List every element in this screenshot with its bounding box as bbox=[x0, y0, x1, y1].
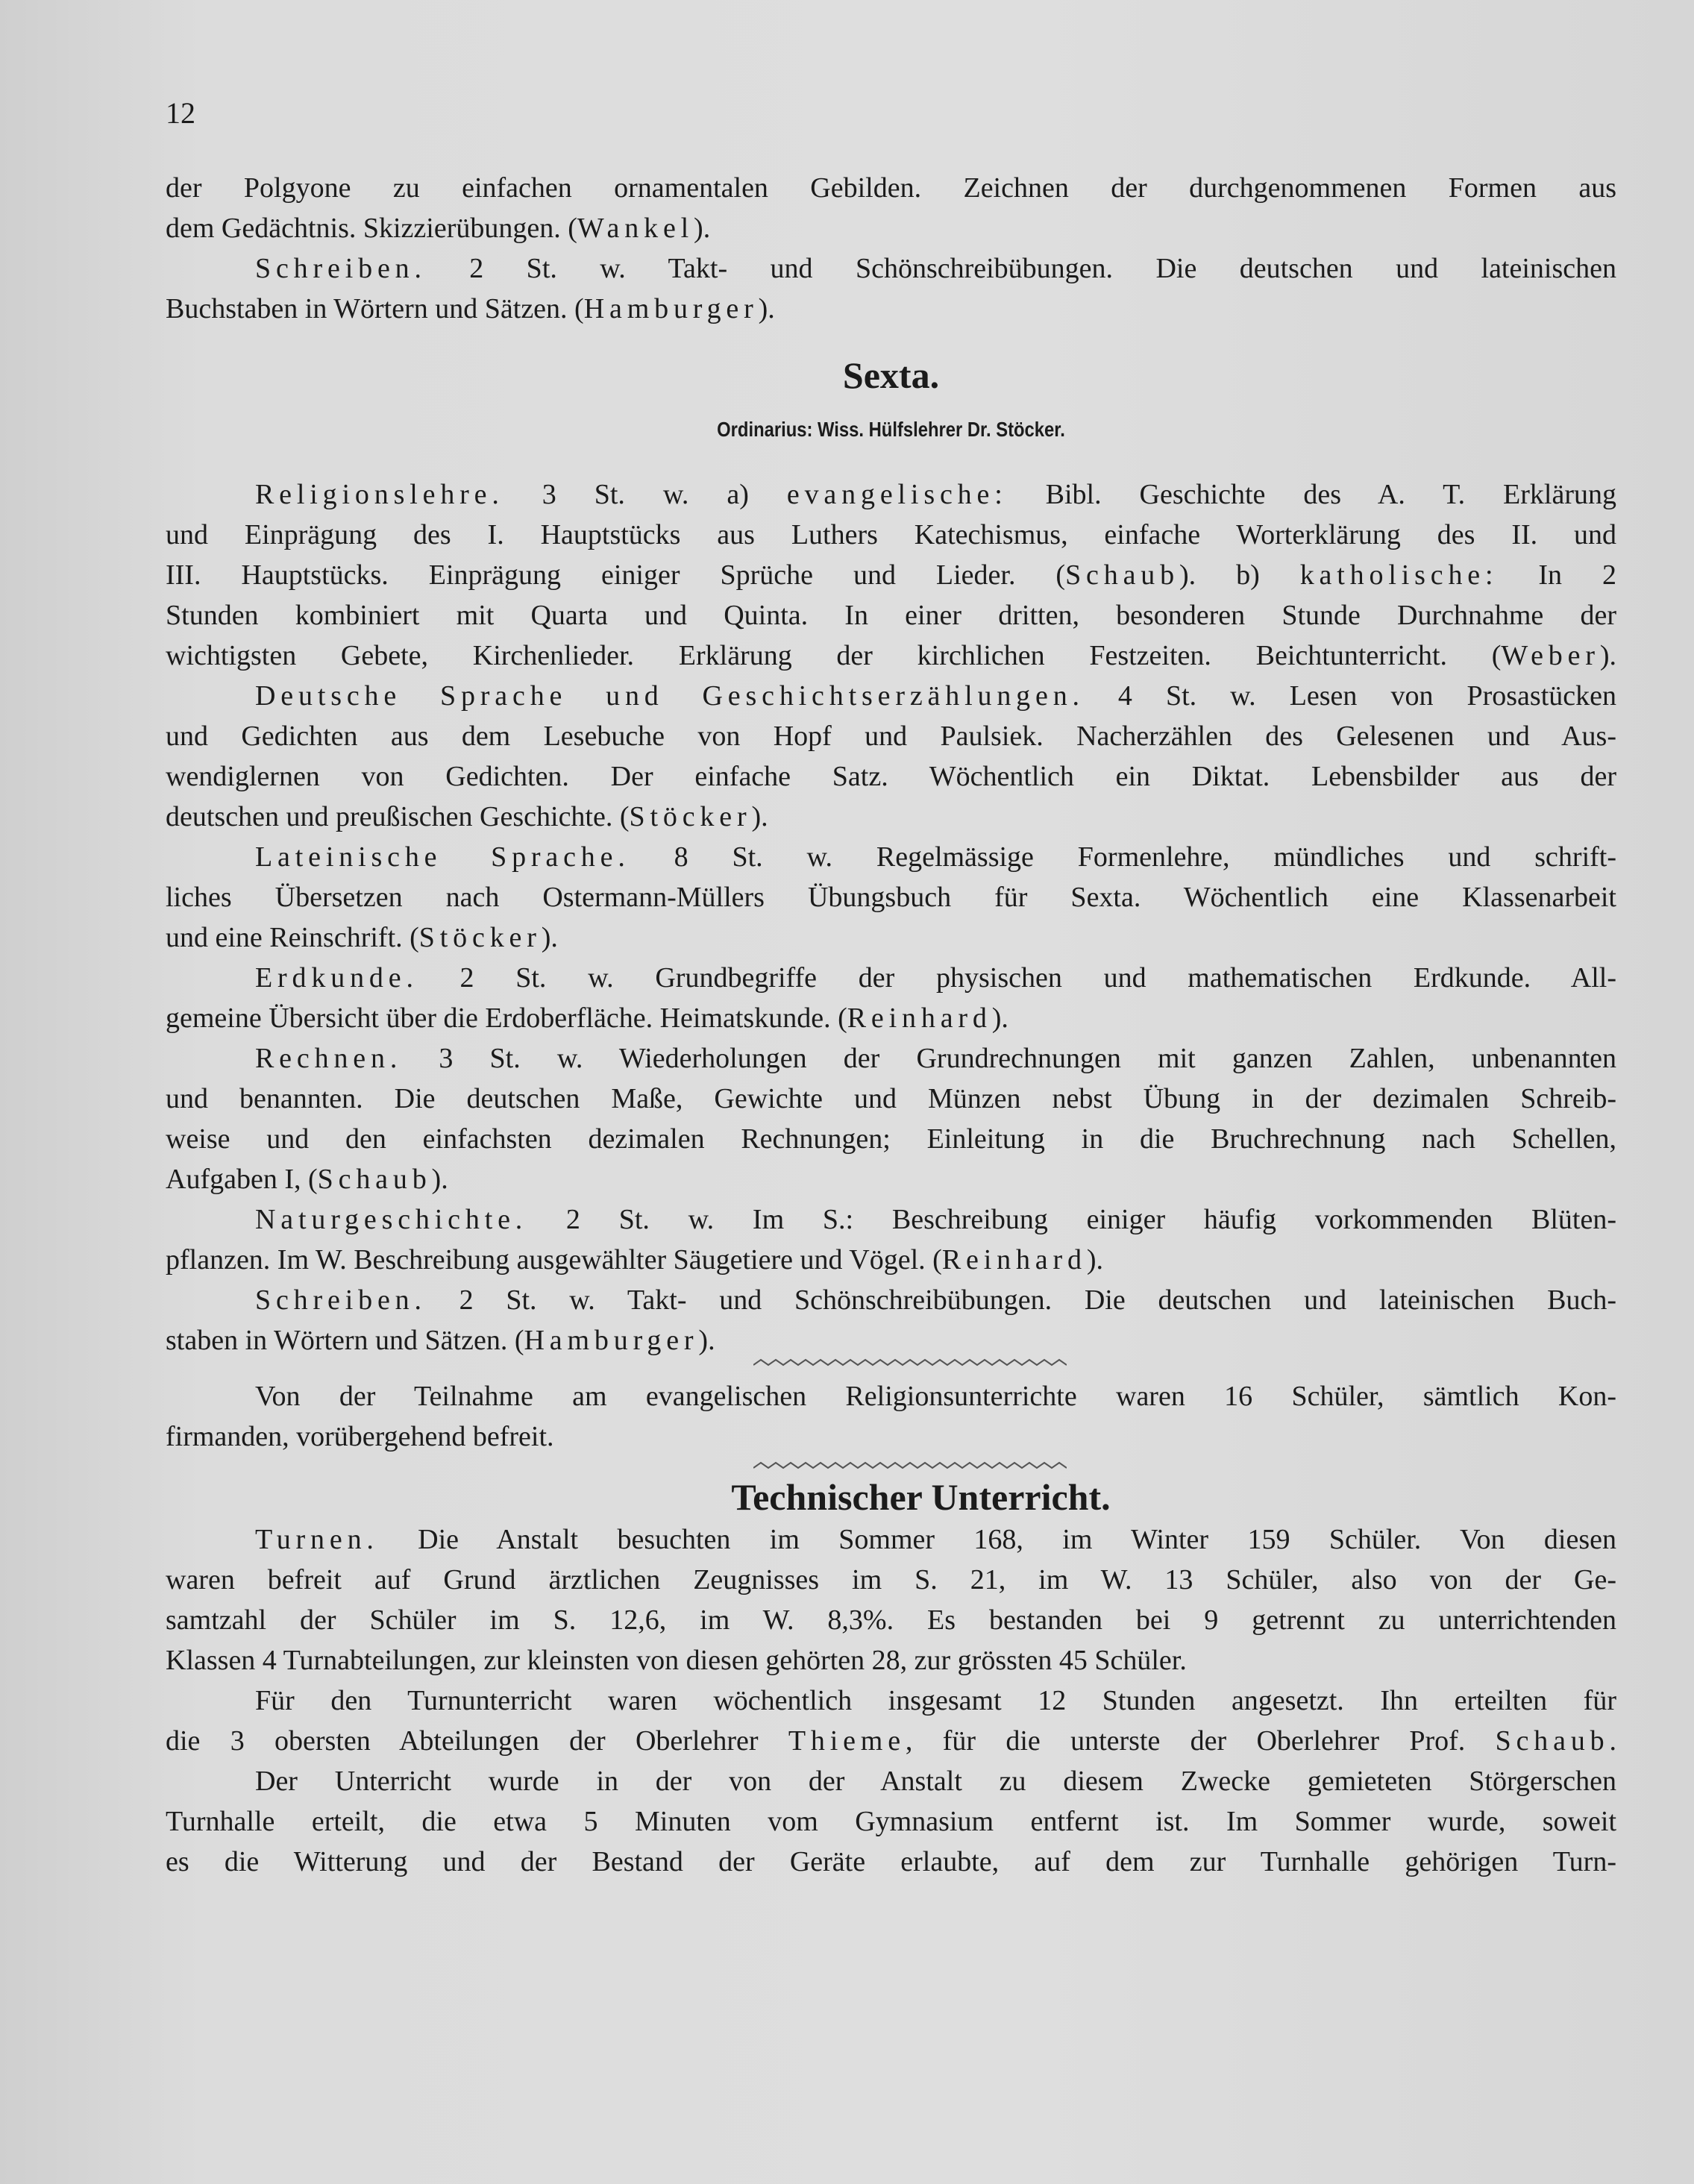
text-block bbox=[166, 168, 1616, 329]
spaced-emphasis: Religionslehre. bbox=[255, 479, 504, 510]
text-run: deutschen und preußischen Geschichte. ( bbox=[166, 801, 630, 832]
text-line bbox=[166, 1119, 1616, 1159]
spaced-emphasis: Hamburger bbox=[524, 1325, 699, 1356]
text-line bbox=[166, 797, 1616, 837]
spaced-emphasis: katholische: bbox=[1299, 559, 1499, 591]
spaced-emphasis: Rechnen. bbox=[255, 1043, 403, 1074]
text-run: Von der Teilnahme am evangelischen Religionsunterrichte waren 16 Schüler, sämtlich Kon- bbox=[255, 1381, 1616, 1412]
text-run: 2 St. w. Grundbegriffe der physischen und mathematischen Erdkunde. All- bbox=[418, 962, 1616, 994]
wavy-divider bbox=[753, 1460, 1067, 1471]
text-line bbox=[166, 168, 1616, 208]
text-run: ). bbox=[694, 213, 711, 244]
text-run: der Polgyone zu einfachen ornamentalen Gebilden. Zeichnen der durchgenommenen Formen aus bbox=[166, 172, 1616, 204]
text-run: 4 St. w. Lesen von Prosastücken bbox=[1084, 680, 1617, 712]
text-line bbox=[166, 998, 1616, 1038]
text-line bbox=[166, 1240, 1616, 1280]
text-run: und benannten. Die deutschen Maße, Gewichte und Münzen nebst Übung in der dezimalen Schreib- bbox=[166, 1083, 1616, 1114]
text-line bbox=[166, 837, 1616, 877]
text-line bbox=[166, 1199, 1616, 1240]
text-run: waren befreit auf Grund ärztlichen Zeugnisses im S. 21, im W. 13 Schüler, also von der Ge- bbox=[166, 1564, 1616, 1595]
text-run: 2 St. w. Takt- und Schönschreibübungen. Die deutschen und lateinischen Buch- bbox=[426, 1284, 1616, 1316]
text-line bbox=[166, 1159, 1616, 1199]
text-run: . bbox=[1609, 1725, 1616, 1757]
text-run: und Gedichten aus dem Lesebuche von Hopf und Paulsiek. Nacherzählen des Gelesenen und Aus- bbox=[166, 721, 1616, 752]
spaced-emphasis: Lateinische Sprache. bbox=[255, 841, 630, 873]
text-line bbox=[166, 958, 1616, 998]
text-run: es die Witterung und der Bestand der Geräte erlaubte, auf dem zur Turnhalle gehörigen Turn- bbox=[166, 1846, 1616, 1877]
spaced-emphasis: Erdkunde. bbox=[255, 962, 418, 994]
text-run: Turnhalle erteilt, die etwa 5 Minuten vom Gymnasium entfernt ist. Im Sommer wurde, soweit bbox=[166, 1806, 1616, 1837]
text-run: ). bbox=[698, 1325, 715, 1356]
spaced-emphasis: Deutsche Sprache und Geschichtserzählungen. bbox=[255, 680, 1085, 712]
text-run: ). bbox=[758, 293, 775, 324]
page-number: 12 bbox=[166, 96, 195, 130]
text-line bbox=[166, 1842, 1616, 1882]
text-run: Der Unterricht wurde in der von der Anstalt zu diesem Zwecke gemieteten Störgerschen bbox=[255, 1766, 1616, 1797]
text-line bbox=[166, 1600, 1616, 1640]
text-run: und Einprägung des I. Hauptstücks aus Luthers Katechismus, einfache Worterklärung des II. und bbox=[166, 519, 1616, 550]
text-run: , für die unterste der Oberlehrer Prof. bbox=[905, 1725, 1496, 1757]
text-run: firmanden, vorübergehend befreit. bbox=[166, 1421, 554, 1452]
spaced-emphasis: Schaub bbox=[1065, 559, 1179, 591]
text-run: Bibl. Geschichte des A. T. Erklärung bbox=[1007, 479, 1617, 510]
spaced-emphasis: Naturgeschichte. bbox=[255, 1204, 528, 1235]
spaced-emphasis: Weber bbox=[1501, 640, 1600, 671]
text-run: 8 St. w. Regelmässige Formenlehre, mündliches und schrift- bbox=[630, 841, 1616, 873]
spaced-emphasis: Turnen. bbox=[255, 1524, 379, 1555]
text-line bbox=[166, 756, 1616, 797]
text-line bbox=[166, 555, 1616, 595]
text-line bbox=[166, 1079, 1616, 1119]
text-line bbox=[166, 1721, 1616, 1761]
text-run: Buchstaben in Wörtern und Sätzen. ( bbox=[166, 293, 584, 324]
text-run: Für den Turnunterricht waren wöchentlich insgesamt 12 Stunden angesetzt. Ihn erteilten für bbox=[255, 1685, 1616, 1716]
text-run: ). b) bbox=[1179, 559, 1300, 591]
text-run: Klassen 4 Turnabteilungen, zur kleinsten von diesen gehörten 28, zur grössten 45 Schüler. bbox=[166, 1645, 1187, 1676]
text-run: staben in Wörtern und Sätzen. ( bbox=[166, 1325, 524, 1356]
text-line bbox=[166, 595, 1616, 636]
spaced-emphasis: Wankel bbox=[577, 213, 694, 244]
text-line bbox=[166, 1320, 1616, 1361]
text-run: ). bbox=[541, 922, 558, 953]
spaced-emphasis: Stöcker bbox=[629, 801, 752, 832]
text-run: samtzahl der Schüler im S. 12,6, im W. 8,3%. Es bestanden bei 9 getrennt zu unterrichtenden bbox=[166, 1604, 1616, 1636]
text-line bbox=[166, 474, 1616, 515]
spaced-emphasis: Reinhard bbox=[847, 1002, 992, 1034]
text-run: ). bbox=[991, 1002, 1008, 1034]
spaced-emphasis: Thieme bbox=[788, 1725, 906, 1757]
text-line bbox=[166, 208, 1616, 248]
text-line bbox=[166, 636, 1616, 676]
text-run: ). bbox=[1599, 640, 1616, 671]
text-line bbox=[166, 1801, 1616, 1842]
text-line bbox=[166, 1280, 1616, 1320]
text-line bbox=[166, 1376, 1616, 1416]
text-line bbox=[166, 289, 1616, 329]
text-run: Aufgaben I, ( bbox=[166, 1164, 318, 1195]
text-run: 2 St. w. Takt- und Schönschreibübungen. Die deutschen und lateinischen bbox=[426, 253, 1616, 284]
text-line bbox=[166, 248, 1616, 289]
ordinarius-line: Ordinarius: Wiss. Hülfslehrer Dr. Stöcker. bbox=[717, 418, 1065, 441]
text-run: Die Anstalt besuchten im Sommer 168, im Winter 159 Schüler. Von diesen bbox=[378, 1524, 1616, 1555]
spaced-emphasis: Schaub bbox=[317, 1164, 432, 1195]
text-run: 3 St. w. a) bbox=[504, 479, 787, 510]
text-run: In 2 bbox=[1498, 559, 1616, 591]
text-run: III. Hauptstücks. Einprägung einiger Sprüche und Lieder. ( bbox=[166, 559, 1066, 591]
text-block bbox=[166, 474, 1616, 1361]
text-run: ). bbox=[431, 1164, 448, 1195]
text-run: dem Gedächtnis. Skizzierübungen. ( bbox=[166, 213, 577, 244]
text-run: liches Übersetzen nach Ostermann-Müllers Übungsbuch für Sexta. Wöchentlich eine Klassenarbeit bbox=[166, 882, 1616, 913]
text-run: die 3 obersten Abteilungen der Oberlehrer bbox=[166, 1725, 788, 1757]
spaced-emphasis: Hamburger bbox=[583, 293, 759, 324]
text-line bbox=[166, 877, 1616, 917]
text-line bbox=[166, 676, 1616, 716]
spaced-emphasis: Schreiben. bbox=[255, 253, 427, 284]
text-run: weise und den einfachsten dezimalen Rechnungen; Einleitung in die Bruchrechnung nach Schellen, bbox=[166, 1123, 1616, 1155]
spaced-emphasis: evangelische: bbox=[786, 479, 1008, 510]
section-heading-sexta: Sexta. bbox=[842, 354, 940, 396]
text-run: wendiglernen von Gedichten. Der einfache Satz. Wöchentlich ein Diktat. Lebensbilder aus der bbox=[166, 761, 1616, 792]
spaced-emphasis: Schreiben. bbox=[255, 1284, 427, 1316]
text-line bbox=[166, 917, 1616, 958]
text-line bbox=[166, 1640, 1616, 1681]
text-run: wichtigsten Gebete, Kirchenlieder. Erklärung der kirchlichen Festzeiten. Beichtunterricht. ( bbox=[166, 640, 1502, 671]
text-line bbox=[166, 1681, 1616, 1721]
text-block bbox=[166, 1519, 1616, 1882]
text-line bbox=[166, 1560, 1616, 1600]
text-line bbox=[166, 1416, 1616, 1457]
spaced-emphasis: Stöcker bbox=[418, 922, 542, 953]
spaced-emphasis: Reinhard bbox=[941, 1244, 1087, 1275]
spaced-emphasis: Schaub bbox=[1495, 1725, 1610, 1757]
text-run: ). bbox=[1086, 1244, 1103, 1275]
text-run: gemeine Übersicht über die Erdoberfläche. Heimatskunde. ( bbox=[166, 1002, 847, 1034]
text-line bbox=[166, 1519, 1616, 1560]
text-line bbox=[166, 716, 1616, 756]
text-block bbox=[166, 1376, 1616, 1457]
text-line bbox=[166, 1038, 1616, 1079]
text-line bbox=[166, 1761, 1616, 1801]
text-run: 3 St. w. Wiederholungen der Grundrechnungen mit ganzen Zahlen, unbenannten bbox=[402, 1043, 1616, 1074]
text-line bbox=[166, 515, 1616, 555]
section-heading-technical: Technischer Unterricht. bbox=[731, 1476, 1111, 1518]
text-run: ). bbox=[751, 801, 768, 832]
text-run: 2 St. w. Im S.: Beschreibung einiger häufig vorkommenden Blüten- bbox=[527, 1204, 1616, 1235]
text-run: Stunden kombiniert mit Quarta und Quinta. In einer dritten, besonderen Stunde Durchnahme der bbox=[166, 600, 1616, 631]
text-run: und eine Reinschrift. ( bbox=[166, 922, 419, 953]
text-run: pflanzen. Im W. Beschreibung ausgewählter Säugetiere und Vögel. ( bbox=[166, 1244, 942, 1275]
